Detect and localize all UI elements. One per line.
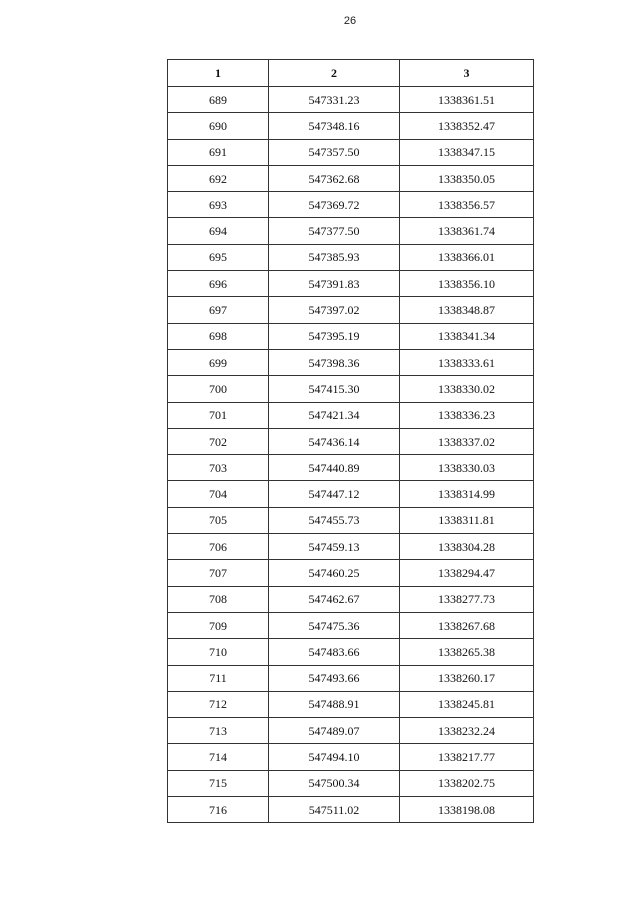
- cell-x: 547362.68: [269, 165, 400, 191]
- table-row: [168, 165, 534, 191]
- table-header: [168, 60, 534, 87]
- cell-y: 1338265.38: [400, 639, 534, 665]
- cell-point-number: 691: [168, 139, 269, 165]
- cell-point-number: 692: [168, 165, 269, 191]
- table-row: [168, 797, 534, 823]
- cell-x: 547415.30: [269, 376, 400, 402]
- cell-point-number: 705: [168, 507, 269, 533]
- table-row: [168, 244, 534, 270]
- page-number: 26: [343, 15, 357, 27]
- cell-point-number: 707: [168, 560, 269, 586]
- cell-y: 1338352.47: [400, 113, 534, 139]
- cell-y: 1338202.75: [400, 770, 534, 796]
- cell-point-number: 690: [168, 113, 269, 139]
- table-row: [168, 139, 534, 165]
- cell-x: 547436.14: [269, 428, 400, 454]
- cell-point-number: 711: [168, 665, 269, 691]
- table-row: [168, 349, 534, 375]
- cell-point-number: 704: [168, 481, 269, 507]
- cell-point-number: 699: [168, 349, 269, 375]
- cell-y: 1338330.02: [400, 376, 534, 402]
- cell-x: 547500.34: [269, 770, 400, 796]
- table-row: [168, 586, 534, 612]
- cell-y: 1338336.23: [400, 402, 534, 428]
- cell-point-number: 702: [168, 428, 269, 454]
- cell-x: 547459.13: [269, 534, 400, 560]
- cell-y: 1338347.15: [400, 139, 534, 165]
- table-row: [168, 612, 534, 638]
- cell-point-number: 694: [168, 218, 269, 244]
- cell-x: 547493.66: [269, 665, 400, 691]
- table-row: [168, 323, 534, 349]
- cell-x: 547489.07: [269, 718, 400, 744]
- table-row: [168, 271, 534, 297]
- cell-point-number: 700: [168, 376, 269, 402]
- cell-x: 547447.12: [269, 481, 400, 507]
- table-row: [168, 534, 534, 560]
- cell-x: 547475.36: [269, 612, 400, 638]
- cell-y: 1338356.57: [400, 192, 534, 218]
- cell-x: 547395.19: [269, 323, 400, 349]
- cell-y: 1338304.28: [400, 534, 534, 560]
- cell-x: 547483.66: [269, 639, 400, 665]
- cell-y: 1338350.05: [400, 165, 534, 191]
- table-row: [168, 455, 534, 481]
- table-row: [168, 560, 534, 586]
- cell-x: 547421.34: [269, 402, 400, 428]
- cell-x: 547460.25: [269, 560, 400, 586]
- table-row: [168, 639, 534, 665]
- cell-point-number: 710: [168, 639, 269, 665]
- cell-x: 547511.02: [269, 797, 400, 823]
- cell-x: 547440.89: [269, 455, 400, 481]
- cell-point-number: 701: [168, 402, 269, 428]
- table-body: [168, 87, 534, 823]
- cell-y: 1338333.61: [400, 349, 534, 375]
- cell-y: 1338217.77: [400, 744, 534, 770]
- table-row: [168, 402, 534, 428]
- cell-point-number: 713: [168, 718, 269, 744]
- coordinates-table: [167, 59, 534, 823]
- cell-y: 1338277.73: [400, 586, 534, 612]
- cell-x: 547398.36: [269, 349, 400, 375]
- table-row: [168, 744, 534, 770]
- cell-point-number: 696: [168, 271, 269, 297]
- cell-point-number: 703: [168, 455, 269, 481]
- cell-x: 547348.16: [269, 113, 400, 139]
- table-row: [168, 770, 534, 796]
- cell-y: 1338267.68: [400, 612, 534, 638]
- cell-x: 547377.50: [269, 218, 400, 244]
- cell-point-number: 709: [168, 612, 269, 638]
- cell-x: 547391.83: [269, 271, 400, 297]
- cell-y: 1338361.51: [400, 87, 534, 113]
- header-cell-x: 2: [269, 60, 400, 87]
- table-row: [168, 87, 534, 113]
- cell-point-number: 693: [168, 192, 269, 218]
- cell-y: 1338260.17: [400, 665, 534, 691]
- cell-point-number: 715: [168, 770, 269, 796]
- cell-y: 1338330.03: [400, 455, 534, 481]
- cell-x: 547385.93: [269, 244, 400, 270]
- cell-point-number: 716: [168, 797, 269, 823]
- cell-point-number: 706: [168, 534, 269, 560]
- table-row: [168, 665, 534, 691]
- cell-x: 547331.23: [269, 87, 400, 113]
- table-row: [168, 718, 534, 744]
- table-row: [168, 218, 534, 244]
- cell-x: 547369.72: [269, 192, 400, 218]
- table-row: [168, 428, 534, 454]
- cell-point-number: 689: [168, 87, 269, 113]
- cell-x: 547455.73: [269, 507, 400, 533]
- cell-x: 547494.10: [269, 744, 400, 770]
- header-row: [168, 60, 534, 87]
- table-row: [168, 691, 534, 717]
- table-row: [168, 297, 534, 323]
- cell-y: 1338232.24: [400, 718, 534, 744]
- cell-y: 1338348.87: [400, 297, 534, 323]
- header-cell-y: 3: [400, 60, 534, 87]
- cell-point-number: 708: [168, 586, 269, 612]
- cell-y: 1338245.81: [400, 691, 534, 717]
- cell-x: 547397.02: [269, 297, 400, 323]
- table-row: [168, 376, 534, 402]
- cell-y: 1338198.08: [400, 797, 534, 823]
- cell-y: 1338337.02: [400, 428, 534, 454]
- cell-point-number: 697: [168, 297, 269, 323]
- cell-y: 1338361.74: [400, 218, 534, 244]
- header-cell-point-number: 1: [168, 60, 269, 87]
- table-row: [168, 192, 534, 218]
- cell-point-number: 714: [168, 744, 269, 770]
- cell-point-number: 698: [168, 323, 269, 349]
- cell-y: 1338356.10: [400, 271, 534, 297]
- table-row: [168, 481, 534, 507]
- cell-y: 1338366.01: [400, 244, 534, 270]
- cell-y: 1338294.47: [400, 560, 534, 586]
- cell-x: 547488.91: [269, 691, 400, 717]
- table-row: [168, 507, 534, 533]
- cell-x: 547357.50: [269, 139, 400, 165]
- cell-y: 1338314.99: [400, 481, 534, 507]
- cell-y: 1338341.34: [400, 323, 534, 349]
- cell-point-number: 695: [168, 244, 269, 270]
- table-row: [168, 113, 534, 139]
- cell-point-number: 712: [168, 691, 269, 717]
- cell-y: 1338311.81: [400, 507, 534, 533]
- cell-x: 547462.67: [269, 586, 400, 612]
